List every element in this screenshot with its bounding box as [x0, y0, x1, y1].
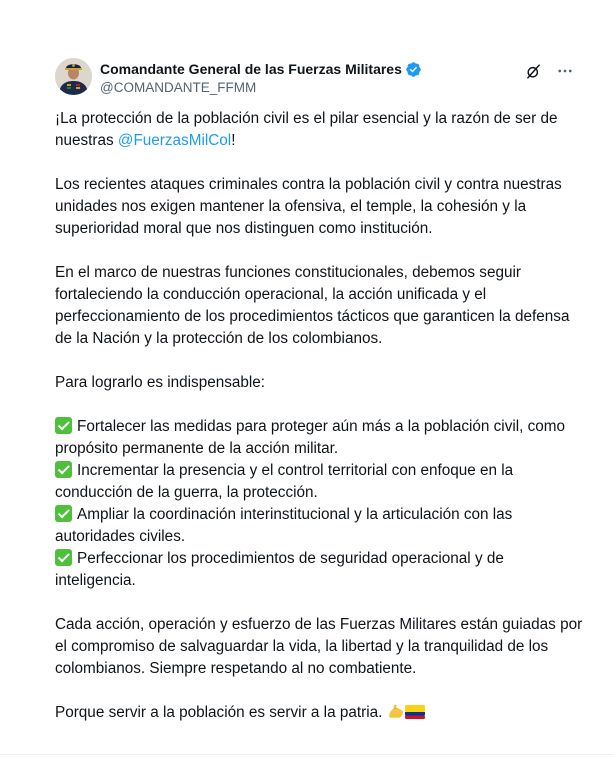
- closing-text: Porque servir a la población es servir a la patria.: [55, 704, 383, 721]
- display-name[interactable]: Comandante General de las Fuerzas Militares: [100, 61, 402, 77]
- verified-badge-icon[interactable]: [405, 61, 422, 78]
- intro-text-end: !: [231, 132, 236, 149]
- avatar[interactable]: [55, 58, 92, 95]
- author-handle[interactable]: @COMANDANTE_FFMM: [100, 80, 257, 95]
- more-options-icon[interactable]: [555, 61, 575, 81]
- check-mark-icon: [55, 549, 72, 566]
- grok-icon[interactable]: [523, 61, 543, 81]
- check-mark-icon: [55, 417, 72, 434]
- colombia-flag-icon: [405, 704, 425, 727]
- check-mark-icon: [55, 505, 72, 522]
- author-names: [100, 60, 422, 95]
- intro-text: ¡La protección de la población civil es el pilar esencial y la razón de ser de nuestras: [55, 110, 558, 149]
- intro-paragraph: [55, 108, 585, 152]
- paragraph-commitment: Cada acción, operación y esfuerzo de las Fuerzas Militares están guiadas por el compromiso de salvaguardar la vida, la libertad y la tranquilidad de los colombianos. Siempre respetando al no combatiente.: [55, 616, 583, 677]
- closing-paragraph: [55, 702, 585, 727]
- check-mark-icon: [55, 461, 72, 478]
- paragraph-requirements: Para lograrlo es indispensable:: [55, 374, 266, 391]
- checklist-item: [55, 462, 513, 501]
- mention-link[interactable]: @FuerzasMilCol: [117, 132, 232, 149]
- checklist-item: [55, 506, 512, 545]
- checklist-item: [55, 418, 565, 457]
- post-actions: [523, 61, 575, 81]
- checklist-item-text: Fortalecer las medidas para proteger aún más a la población civil, como propósito permanente de la acción militar.: [55, 418, 566, 457]
- post-text: [55, 108, 585, 727]
- checklist-item-text: Perfeccionar los procedimientos de seguridad operacional y de inteligencia.: [55, 550, 504, 589]
- paragraph-functions: En el marco de nuestras funciones constitucionales, debemos seguir fortaleciendo la conducción operacional, la acción unificada y el perfeccionamiento de los procedimientos tácticos que garanticen la defensa de la Nación y la protección de los colombianos.: [55, 264, 570, 347]
- bottom-divider: [0, 754, 613, 755]
- checklist: [55, 416, 585, 592]
- paragraph-attacks: Los recientes ataques criminales contra la población civil y contra nuestras unidades nos exigen mantener la ofensiva, el temple, la cohesión y la superioridad moral que nos distinguen como institución.: [55, 176, 562, 237]
- post-header: [55, 58, 575, 98]
- checklist-item: [55, 550, 504, 589]
- checklist-item-text: Incrementar la presencia y el control territorial con enfoque en la conducción de la guerra, la protección.: [55, 462, 514, 501]
- officer-portrait-icon: [55, 58, 92, 95]
- flexed-biceps-icon: [387, 702, 405, 727]
- display-name-row: [100, 60, 422, 78]
- checklist-item-text: Ampliar la coordinación interinstitucional y la articulación con las autoridades civiles.: [55, 506, 513, 545]
